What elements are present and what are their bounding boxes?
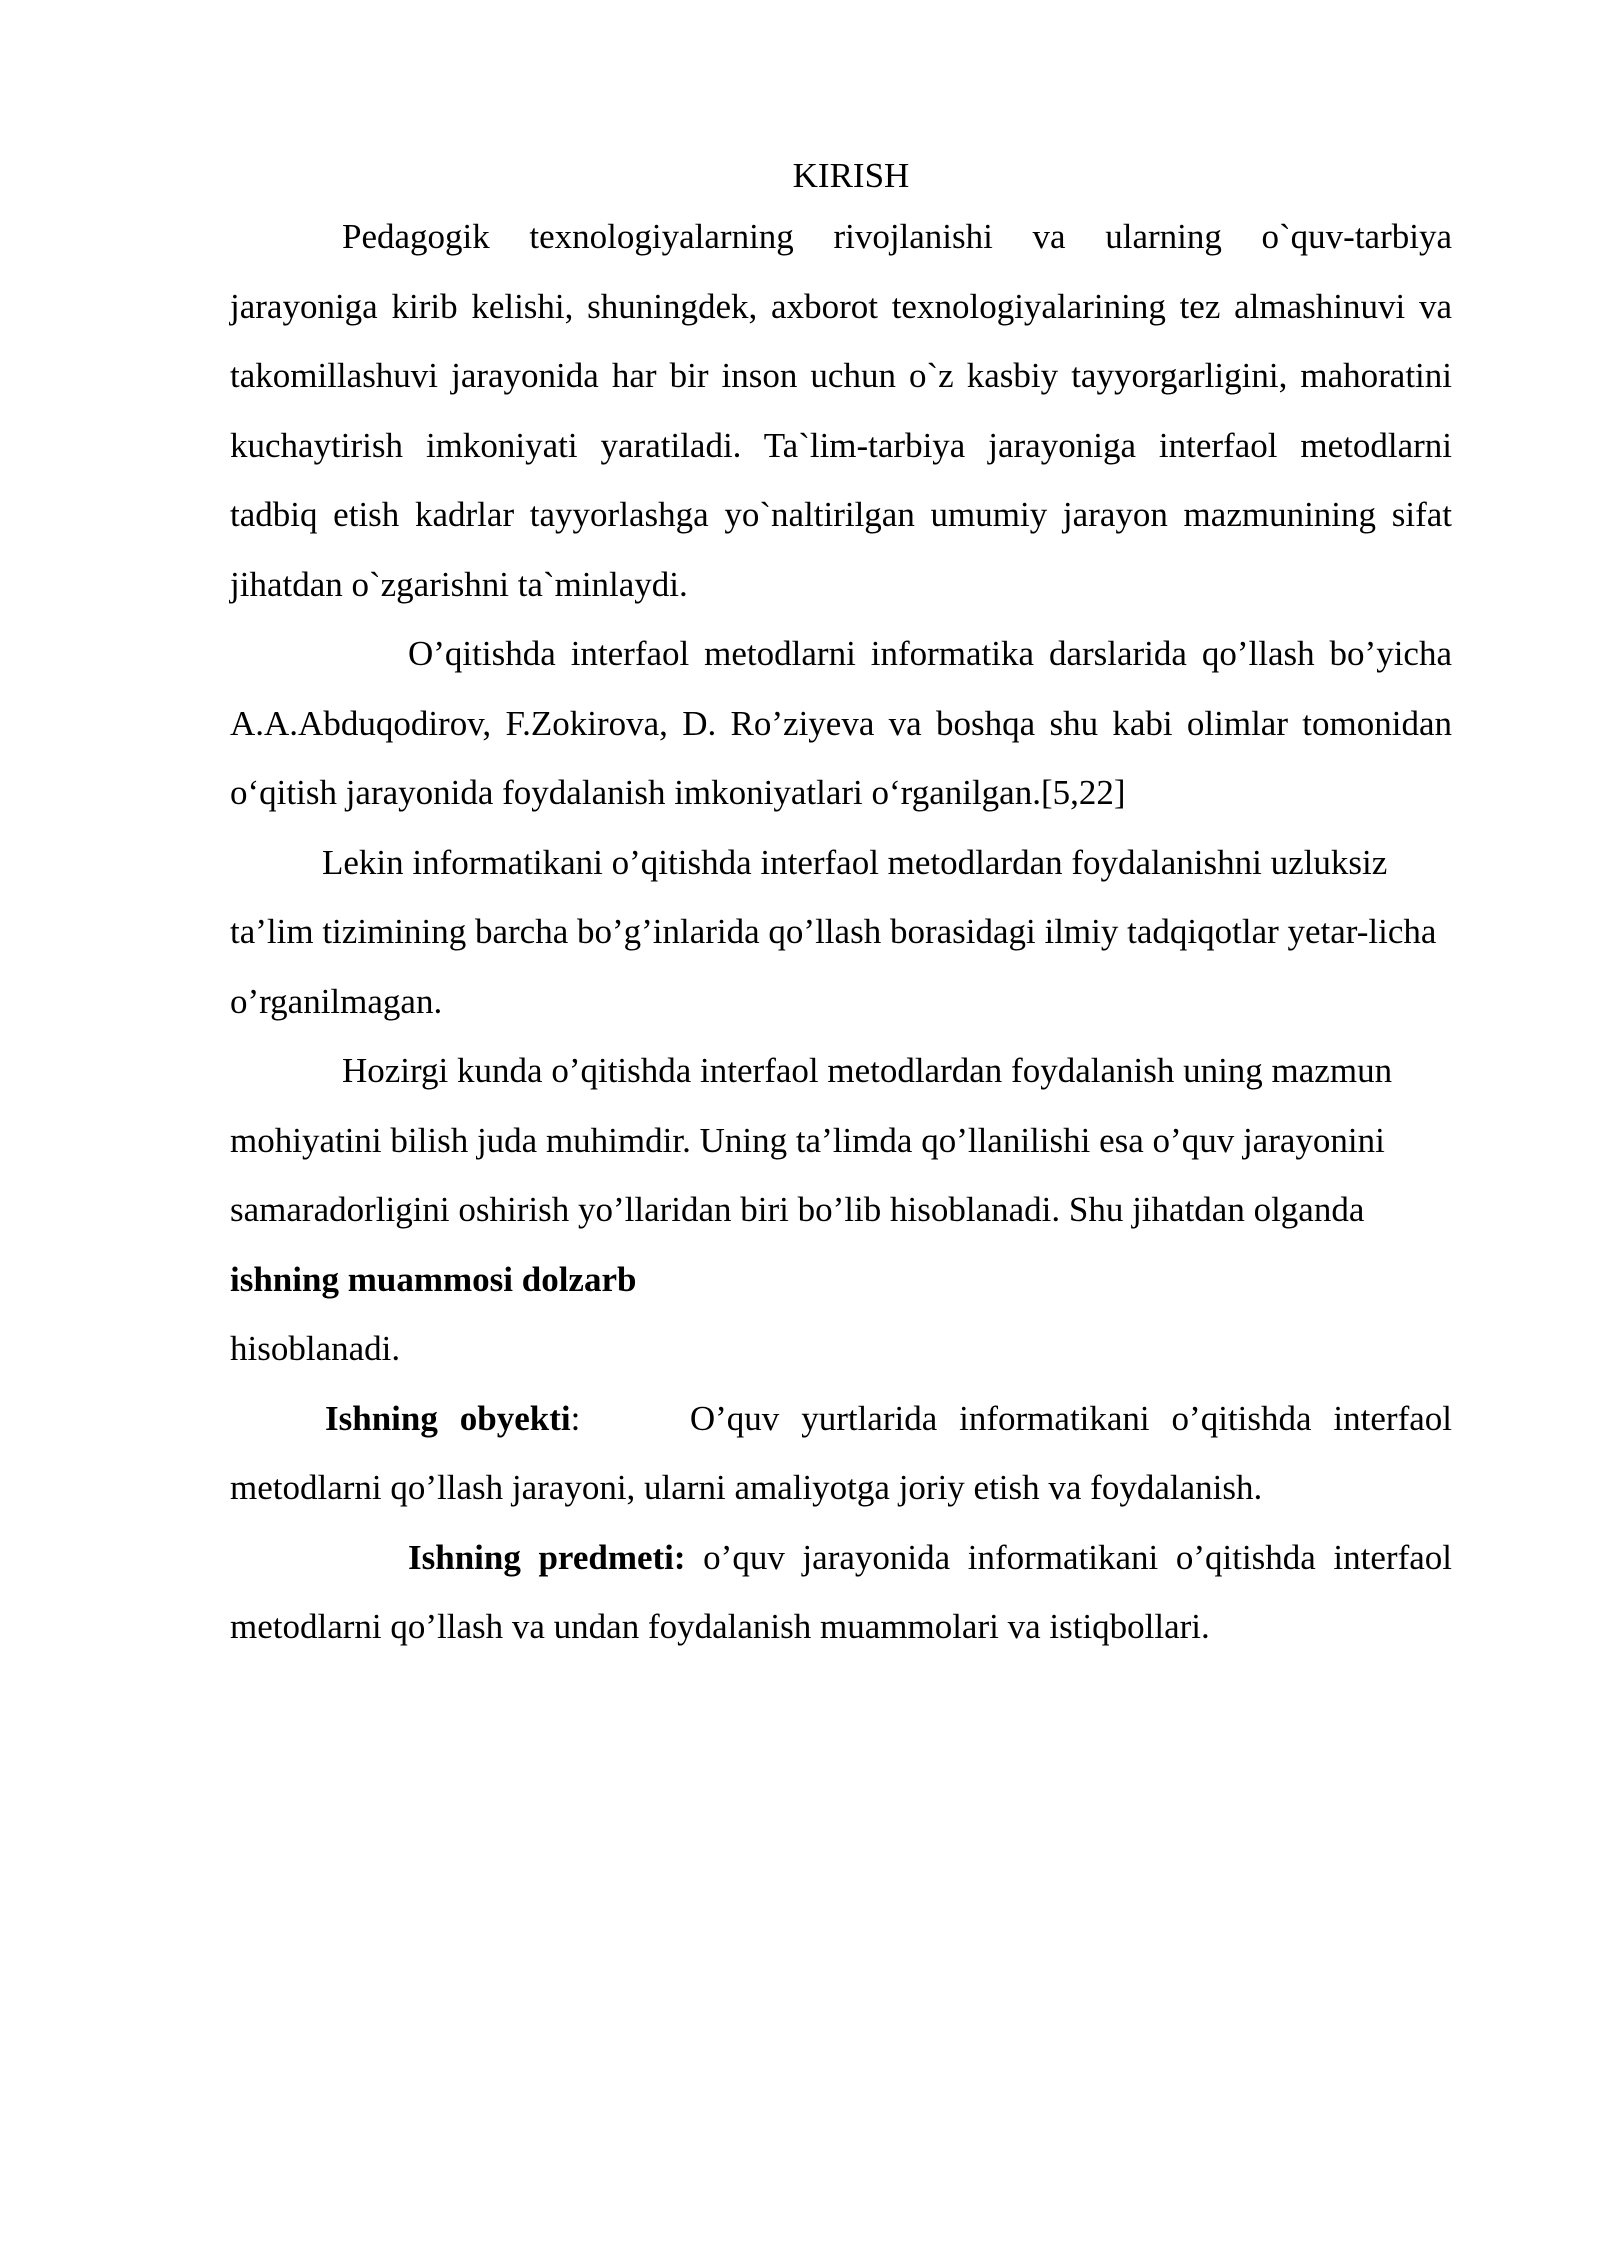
subject-paragraph: [230, 1523, 1452, 1662]
subject-text: o’quv jarayonida informatikani o’qitishda interfaol metodlarni qo’llash va undan foydalanish muammolari va istiqbollari.: [230, 1537, 1452, 1646]
gap-paragraph: Lekin informatikani o’qitishda interfaol metodlardan foydalanishni uzluksiz ta’lim tizimining barcha bo’g’inlarida qo’llash borasidagi ilmiy tadqiqotlar yetar-licha o’rganilmagan.: [230, 842, 1437, 1021]
relevance-text: Hozirgi kunda o’qitishda interfaol metodlardan foydalanish uning mazmun mohiyatini bilish juda muhimdir. Uning ta’limda qo’llanilishi esa o’quv jarayonini samaradorligini oshirish yo’llaridan biri bo’lib hisoblanadi. Shu jihatdan olganda: [230, 1051, 1393, 1229]
subject-label: Ishning predmeti:: [408, 1537, 686, 1577]
document-page: [230, 150, 1452, 1662]
object-colon: :: [570, 1398, 581, 1438]
relevance-paragraph: [230, 1036, 1452, 1384]
relevance-bold-text: ishning muammosi dolzarb: [230, 1259, 637, 1299]
research-paragraph: O’qitishda interfaol metodlarni informatika darslarida qo’llash bo’yicha A.A.Abduqodirov, F.Zokirova, D. Ro’ziyeva va boshqa shu kabi olimlar tomonidan o‘qitish jarayonida foydalanish imkoniyatlari o‘rganilgan.[5,22]: [230, 634, 1452, 812]
object-text: O’quv yurtlarida informatikani o’qitishda interfaol metodlarni qo’llash jarayoni, ularni amaliyotga joriy etish va foydalanish.: [230, 1398, 1452, 1507]
intro-paragraph: Pedagogik texnologiyalarning rivojlanishi va ularning o`quv-tarbiya jarayoniga kirib kelishi, shuningdek, axborot texnologiyalarining tez almashinuvi va takomillashuvi jarayonida har bir inson uchun o`z kasbiy tayyorgarligini, mahoratini kuchaytirish imkoniyati yaratiladi. Ta`lim-tarbiya jarayoniga interfaol metodlarni tadbiq etish kadrlar tayyorlashga yo`naltirilgan umumiy jarayon mazmunining sifat jihatdan o`zgarishni ta`minlaydi.: [230, 217, 1452, 604]
object-paragraph: [230, 1384, 1452, 1523]
page-title: KIRISH: [792, 156, 910, 195]
object-label: Ishning obyekti: [325, 1398, 571, 1438]
relevance-ending: hisoblanadi.: [230, 1329, 401, 1368]
